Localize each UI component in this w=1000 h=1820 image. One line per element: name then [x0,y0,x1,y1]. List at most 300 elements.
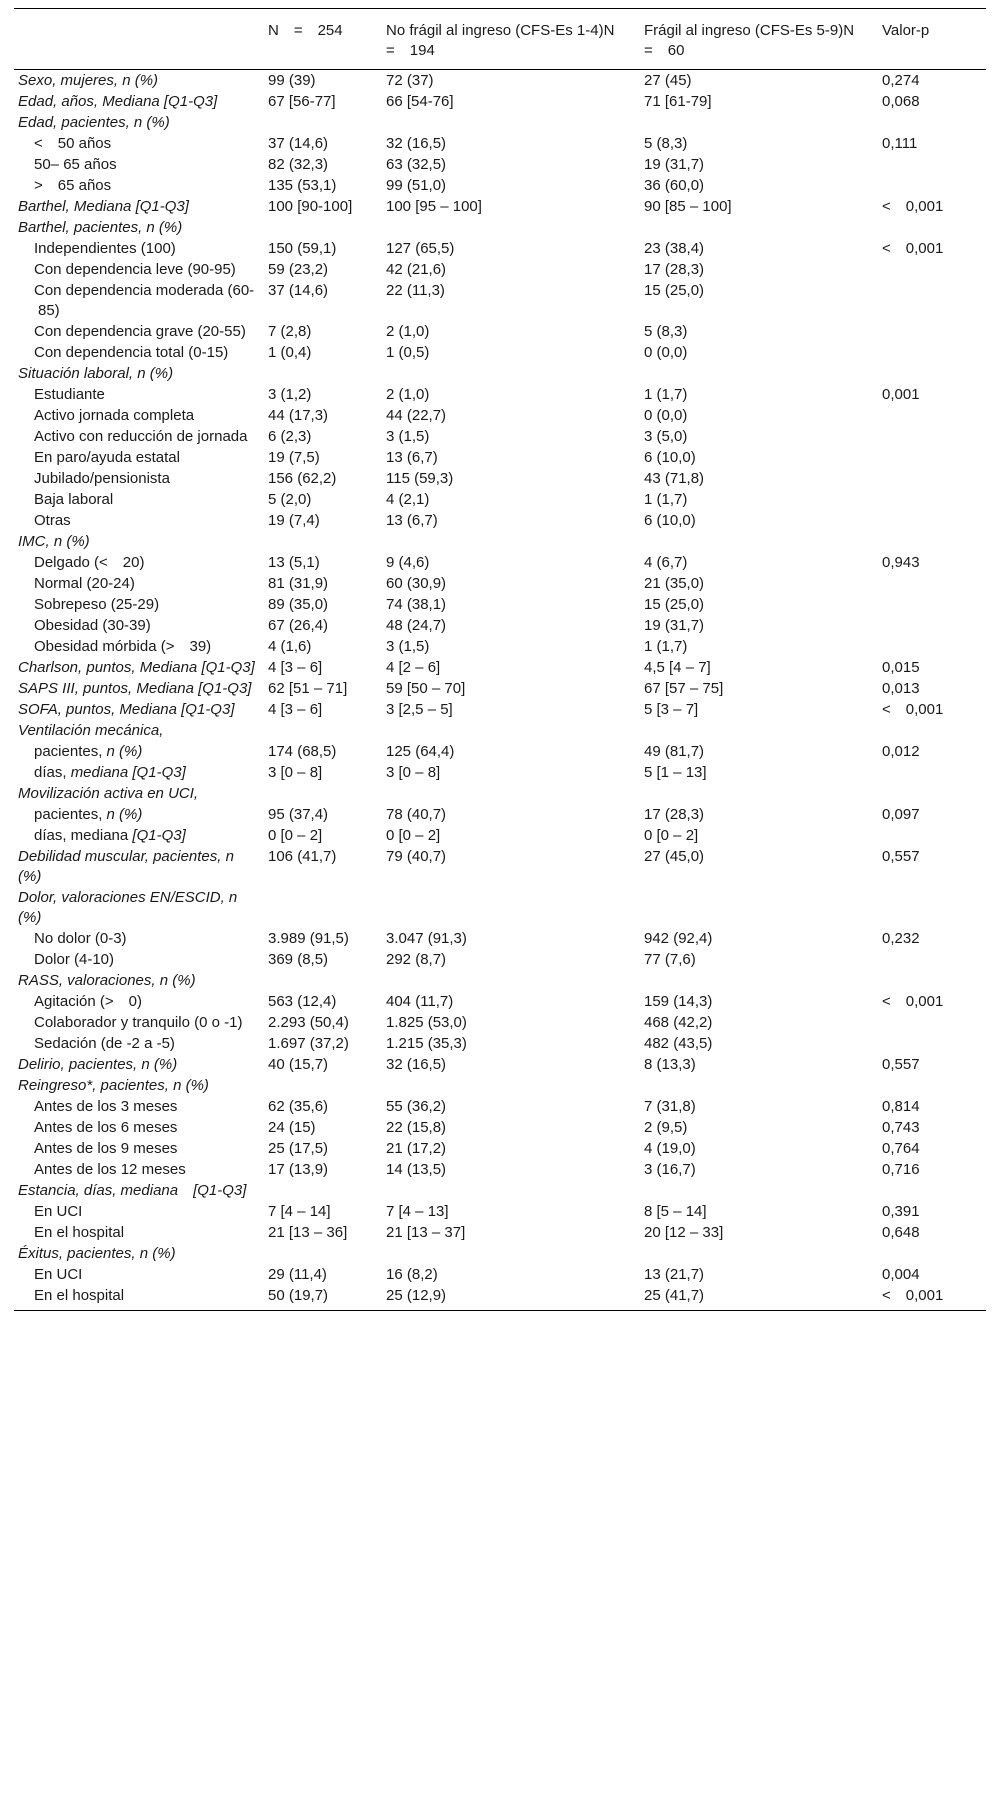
table-row [14,783,986,804]
cell-fragil: 19 (31,7) [644,156,705,173]
cell-no-fragil: 2 (1,0) [386,386,430,403]
table-row [14,1117,986,1138]
cell-total: 37 (14,6) [268,282,329,299]
cell-total: 2.293 (50,4) [268,1014,349,1031]
header-no-fragil: No frágil al ingreso (CFS-Es 1-4)N = 194 [382,9,640,70]
cell-p-value [878,510,986,531]
cell-total: 13 (5,1) [268,554,320,571]
cell-fragil: 19 (31,7) [644,617,705,634]
cell-no-fragil: 78 (40,7) [386,806,447,823]
cell-p-value: < 0,001 [882,198,944,215]
cell-fragil: 4 (19,0) [644,1140,696,1157]
cell-total: 17 (13,9) [268,1161,329,1178]
row-label: Dolor (4-10) [34,951,115,968]
cell-total: 3.989 (91,5) [268,930,349,947]
cell-fragil [640,887,878,928]
cell-p-value: 0,232 [882,930,920,947]
table-row [14,636,986,657]
cell-fragil [640,363,878,384]
cell-p-value [878,783,986,804]
header-variable [14,9,264,70]
row-label: Estancia, días, mediana [Q1-Q3] [18,1182,247,1199]
cell-fragil [640,1075,878,1096]
row-label: Sobrepeso (25-29) [34,596,160,613]
row-label: Ventilación mecánica, [18,722,164,739]
cell-total: 369 (8,5) [268,951,329,968]
cell-p-value: 0,004 [882,1266,920,1283]
cell-no-fragil: 3 [0 – 8] [386,764,441,781]
cell-total: 1.697 (37,2) [268,1035,349,1052]
cell-fragil: 7 (31,8) [644,1098,696,1115]
cell-p-value: 0,557 [882,1056,920,1073]
table-row [14,447,986,468]
row-label: Antes de los 6 meses [34,1119,178,1136]
row-label: Colaborador y tranquilo (0 o -1) [34,1014,243,1031]
cell-p-value: 0,274 [882,72,920,89]
cell-total: 67 (26,4) [268,617,329,634]
cell-total [264,1243,382,1264]
cell-p-value: 0,068 [882,93,920,110]
cell-total: 82 (32,3) [268,156,329,173]
cell-fragil: 1 (1,7) [644,638,688,655]
cell-no-fragil: 4 [2 – 6] [386,659,441,676]
cell-fragil: 36 (60,0) [644,177,705,194]
row-label: Sedación (de -2 a -5) [34,1035,175,1052]
cell-no-fragil: 1.825 (53,0) [386,1014,467,1031]
row-label [14,762,264,783]
cell-p-value: 0,557 [882,848,920,865]
cell-fragil: 23 (38,4) [644,240,705,257]
row-label: Con dependencia leve (90-95) [34,261,236,278]
cell-p-value: < 0,001 [882,993,944,1010]
header-p-value: Valor-p [878,9,986,70]
row-label: SAPS III, puntos, Mediana [Q1-Q3] [18,680,252,697]
cell-fragil [640,112,878,133]
table-row [14,70,986,92]
table-row [14,741,986,762]
cell-fragil: 8 [5 – 14] [644,1203,707,1220]
cell-no-fragil [382,363,640,384]
cell-fragil: 43 (71,8) [644,470,705,487]
cell-total: 29 (11,4) [268,1266,327,1283]
row-label: < 50 años [34,135,112,152]
cell-fragil: 8 (13,3) [644,1056,696,1073]
cell-p-value [878,154,986,175]
table-row [14,1285,986,1311]
header-row [14,9,986,70]
cell-total: 563 (12,4) [268,993,337,1010]
cell-no-fragil: 0 [0 – 2] [386,827,441,844]
cell-fragil: 90 [85 – 100] [644,198,732,215]
cell-no-fragil: 1 (0,5) [386,344,430,361]
table-row [14,1243,986,1264]
cell-p-value: 0,943 [882,554,920,571]
cell-total: 81 (31,9) [268,575,329,592]
cell-fragil: 49 (81,7) [644,743,705,760]
cell-p-value [878,970,986,991]
cell-p-value [878,720,986,741]
row-label: 50– 65 años [34,156,117,173]
cell-no-fragil: 32 (16,5) [386,1056,447,1073]
cell-no-fragil: 79 (40,7) [386,848,447,865]
cell-fragil: 77 (7,6) [644,951,696,968]
table-header [14,9,986,70]
cell-fragil: 27 (45,0) [644,848,705,865]
row-label [14,804,264,825]
cell-p-value: 0,391 [882,1203,920,1220]
table-row [14,720,986,741]
row-label: Con dependencia grave (20-55) [34,323,246,340]
cell-fragil: 468 (42,2) [644,1014,713,1031]
cell-no-fragil [382,531,640,552]
table-row [14,91,986,112]
table-row [14,699,986,720]
cell-p-value: 0,015 [882,659,920,676]
row-label: IMC, n (%) [18,533,90,550]
cell-no-fragil: 32 (16,5) [386,135,447,152]
cell-fragil [640,217,878,238]
cell-no-fragil: 9 (4,6) [386,554,430,571]
row-label: > 65 años [34,177,112,194]
cell-fragil: 20 [12 – 33] [644,1224,724,1241]
cell-no-fragil: 99 (51,0) [386,177,447,194]
row-label: Agitación (> 0) [34,993,142,1010]
table-row [14,1201,986,1222]
cell-total [264,217,382,238]
cell-no-fragil: 21 (17,2) [386,1140,447,1157]
row-label: Independientes (100) [34,240,176,257]
row-label: Charlson, puntos, Mediana [Q1-Q3] [18,659,255,676]
cell-p-value [878,531,986,552]
table-row [14,405,986,426]
cell-fragil: 5 [1 – 13] [644,764,707,781]
row-label: En el hospital [14,1285,264,1311]
row-label: Obesidad mórbida (> 39) [34,638,212,655]
cell-fragil: 1 (1,7) [644,386,688,403]
table-row [14,175,986,196]
cell-no-fragil: 3.047 (91,3) [386,930,467,947]
table-row [14,657,986,678]
row-label: Activo con reducción de jornada [34,428,248,445]
cell-fragil [640,783,878,804]
cell-fragil: 6 (10,0) [644,512,696,529]
cell-p-value [878,112,986,133]
row-label: Con dependencia total (0-15) [34,344,229,361]
row-label: Delgado (< 20) [34,554,145,571]
row-label: En UCI [34,1266,83,1283]
cell-p-value: 0,013 [882,680,920,697]
header-fragil: Frágil al ingreso (CFS-Es 5-9)N = 60 [640,9,878,70]
cell-p-value [878,949,986,970]
row-label-plain: días, mediana [34,827,133,844]
cell-p-value: < 0,001 [882,701,944,718]
table-row [14,887,986,928]
row-label: Jubilado/pensionista [34,470,170,487]
cell-total: 62 (35,6) [268,1098,329,1115]
cell-fragil: 5 (8,3) [644,323,688,340]
cell-p-value: 0,097 [882,806,920,823]
cell-no-fragil: 60 (30,9) [386,575,447,592]
cell-fragil: 21 (35,0) [644,575,705,592]
cell-p-value [878,825,986,846]
table-row [14,510,986,531]
cell-p-value: 0,111 [882,135,918,152]
cell-total: 150 (59,1) [268,240,337,257]
row-label: Obesidad (30-39) [34,617,151,634]
cell-no-fragil: 3 (1,5) [386,638,430,655]
cell-p-value [878,1243,986,1264]
cell-total [264,1075,382,1096]
cell-p-value [878,636,986,657]
cell-fragil: 15 (25,0) [644,596,705,613]
table-row [14,1012,986,1033]
row-label: Edad, pacientes, n (%) [18,114,170,131]
cell-fragil: 15 (25,0) [644,282,705,299]
cell-no-fragil [382,217,640,238]
cell-fragil: 5 [3 – 7] [644,701,699,718]
row-label: Barthel, Mediana [Q1-Q3] [18,198,189,215]
cell-p-value [878,762,986,783]
cell-no-fragil [382,1075,640,1096]
cell-p-value: 0,012 [882,743,920,760]
cell-no-fragil: 1.215 (35,3) [386,1035,467,1052]
cell-fragil: 3 (16,7) [644,1161,696,1178]
row-label: Reingreso*, pacientes, n (%) [18,1077,209,1094]
cell-total [264,112,382,133]
cell-no-fragil: 66 [54-76] [386,93,454,110]
table-row [14,196,986,217]
cell-fragil: 0 (0,0) [644,407,688,424]
row-label: Situación laboral, n (%) [18,365,174,382]
table-row [14,928,986,949]
cell-no-fragil: 63 (32,5) [386,156,447,173]
cell-p-value [878,447,986,468]
cell-total: 100 [90-100] [268,198,353,215]
table-row [14,1054,986,1075]
cell-total [264,1180,382,1201]
cell-total: 156 (62,2) [268,470,337,487]
header-total: N = 254 [264,9,382,70]
table-row [14,468,986,489]
table-row [14,384,986,405]
row-label: Éxitus, pacientes, n (%) [18,1245,176,1262]
cell-no-fragil: 292 (8,7) [386,951,447,968]
cell-fragil: 3 (5,0) [644,428,688,445]
cell-no-fragil: 115 (59,3) [386,470,454,487]
cell-fragil: 6 (10,0) [644,449,696,466]
cell-total: 0 [0 – 2] [268,827,323,844]
cell-fragil: 71 [61-79] [644,93,712,110]
cell-p-value [878,573,986,594]
table-row [14,259,986,280]
table-row [14,1180,986,1201]
cell-p-value [878,426,986,447]
cell-no-fragil: 2 (1,0) [386,323,430,340]
row-label: Con dependencia moderada (60-85) [34,282,255,319]
cell-total: 24 (15) [268,1119,316,1136]
cell-no-fragil: 7 [4 – 13] [386,1203,449,1220]
cell-no-fragil: 25 (12,9) [382,1285,640,1311]
row-label: Sexo, mujeres, n (%) [18,72,159,89]
row-label-italic: n (%) [106,743,143,760]
cell-p-value [878,887,986,928]
cell-p-value [878,615,986,636]
cell-total: 40 (15,7) [268,1056,329,1073]
cell-p-value [878,321,986,342]
table-row [14,1222,986,1243]
row-label: SOFA, puntos, Mediana [Q1-Q3] [18,701,235,718]
cell-p-value [878,363,986,384]
cell-total: 174 (68,5) [268,743,337,760]
table-row [14,154,986,175]
table-row [14,1096,986,1117]
cell-fragil: 4,5 [4 – 7] [644,659,711,676]
cell-no-fragil: 72 (37) [386,72,434,89]
table-row [14,112,986,133]
cell-no-fragil: 13 (6,7) [386,449,438,466]
row-label: En el hospital [34,1224,125,1241]
row-label: En paro/ayuda estatal [34,449,180,466]
cell-total: 19 (7,4) [268,512,320,529]
cell-p-value [878,217,986,238]
cell-no-fragil [382,1243,640,1264]
table-row [14,825,986,846]
cell-p-value [878,468,986,489]
table-row [14,489,986,510]
cell-fragil: 159 (14,3) [644,993,713,1010]
cell-no-fragil: 13 (6,7) [386,512,438,529]
cell-total: 25 (17,5) [268,1140,329,1157]
cell-total: 1 (0,4) [268,344,312,361]
table-body [14,70,986,1311]
table-row [14,991,986,1012]
table-row [14,678,986,699]
cell-total [264,531,382,552]
cell-total: 4 (1,6) [268,638,312,655]
cell-total: 7 [4 – 14] [268,1203,331,1220]
row-label [14,741,264,762]
cell-fragil: 13 (21,7) [644,1266,705,1283]
cell-fragil: 27 (45) [644,72,692,89]
cell-fragil: 17 (28,3) [644,261,705,278]
cell-total: 62 [51 – 71] [268,680,348,697]
table-container [14,8,986,1311]
table-row [14,280,986,321]
cell-total [264,363,382,384]
cell-fragil [640,970,878,991]
cell-no-fragil: 59 [50 – 70] [386,680,466,697]
table-row [14,615,986,636]
row-label: RASS, valoraciones, n (%) [18,972,196,989]
table-row [14,133,986,154]
row-label: Baja laboral [34,491,114,508]
table-row [14,846,986,887]
cell-fragil: 5 (8,3) [644,135,688,152]
cell-total: 106 (41,7) [268,848,337,865]
row-label: Estudiante [34,386,105,403]
cell-fragil: 67 [57 – 75] [644,680,724,697]
row-label: Movilización activa en UCI, [18,785,199,802]
table-row [14,762,986,783]
cell-no-fragil: 22 (15,8) [386,1119,447,1136]
row-label: Activo jornada completa [34,407,195,424]
cell-fragil: 17 (28,3) [644,806,705,823]
cell-no-fragil: 44 (22,7) [386,407,447,424]
table-row [14,594,986,615]
cell-p-value: 0,764 [882,1140,920,1157]
cell-total: 89 (35,0) [268,596,329,613]
row-label-plain: pacientes, [34,806,107,823]
cell-fragil: 0 [0 – 2] [644,827,699,844]
cell-p-value [878,489,986,510]
cell-no-fragil [382,1180,640,1201]
cell-total: 4 [3 – 6] [268,659,323,676]
table-row [14,970,986,991]
row-label: Antes de los 12 meses [34,1161,186,1178]
cell-no-fragil: 22 (11,3) [386,282,445,299]
cell-total [264,720,382,741]
cell-fragil: 4 (6,7) [644,554,688,571]
cell-no-fragil: 16 (8,2) [386,1266,438,1283]
table-row [14,363,986,384]
table-row [14,804,986,825]
cell-p-value [878,1033,986,1054]
cell-p-value: 0,814 [882,1098,920,1115]
cell-p-value [878,1075,986,1096]
cell-total: 37 (14,6) [268,135,329,152]
table-row [14,573,986,594]
cell-fragil: 482 (43,5) [644,1035,713,1052]
row-label-italic: mediana [Q1-Q3] [70,764,186,781]
cell-fragil: 942 (92,4) [644,930,713,947]
row-label: No dolor (0-3) [34,930,127,947]
cell-p-value: 0,648 [882,1224,920,1241]
cell-fragil [640,1243,878,1264]
cell-total: 67 [56-77] [268,93,336,110]
cell-p-value [878,342,986,363]
row-label: Antes de los 9 meses [34,1140,178,1157]
row-label: Edad, años, Mediana [Q1-Q3] [18,93,218,110]
cell-total: 6 (2,3) [268,428,312,445]
cell-total: 5 (2,0) [268,491,312,508]
table-row [14,552,986,573]
cell-p-value [878,280,986,321]
cell-p-value [878,594,986,615]
cell-total: 59 (23,2) [268,261,329,278]
row-label-italic: [Q1-Q3] [132,827,186,844]
cell-p-value: < 0,001 [878,1285,986,1311]
cell-fragil [640,531,878,552]
row-label-plain: días, [34,764,71,781]
cell-total: 135 (53,1) [268,177,337,194]
cell-total: 3 (1,2) [268,386,312,403]
cell-total: 3 [0 – 8] [268,764,323,781]
table-row [14,426,986,447]
cell-no-fragil: 14 (13,5) [386,1161,447,1178]
cell-no-fragil: 3 [2,5 – 5] [386,701,453,718]
cell-no-fragil [382,783,640,804]
cell-no-fragil: 21 [13 – 37] [386,1224,466,1241]
table-row [14,949,986,970]
cell-p-value [878,175,986,196]
cell-total: 21 [13 – 36] [268,1224,348,1241]
row-label: Barthel, pacientes, n (%) [18,219,183,236]
cell-p-value: < 0,001 [882,240,944,257]
table-row [14,1075,986,1096]
table-row [14,1264,986,1285]
table-row [14,1138,986,1159]
cell-no-fragil: 3 (1,5) [386,428,430,445]
